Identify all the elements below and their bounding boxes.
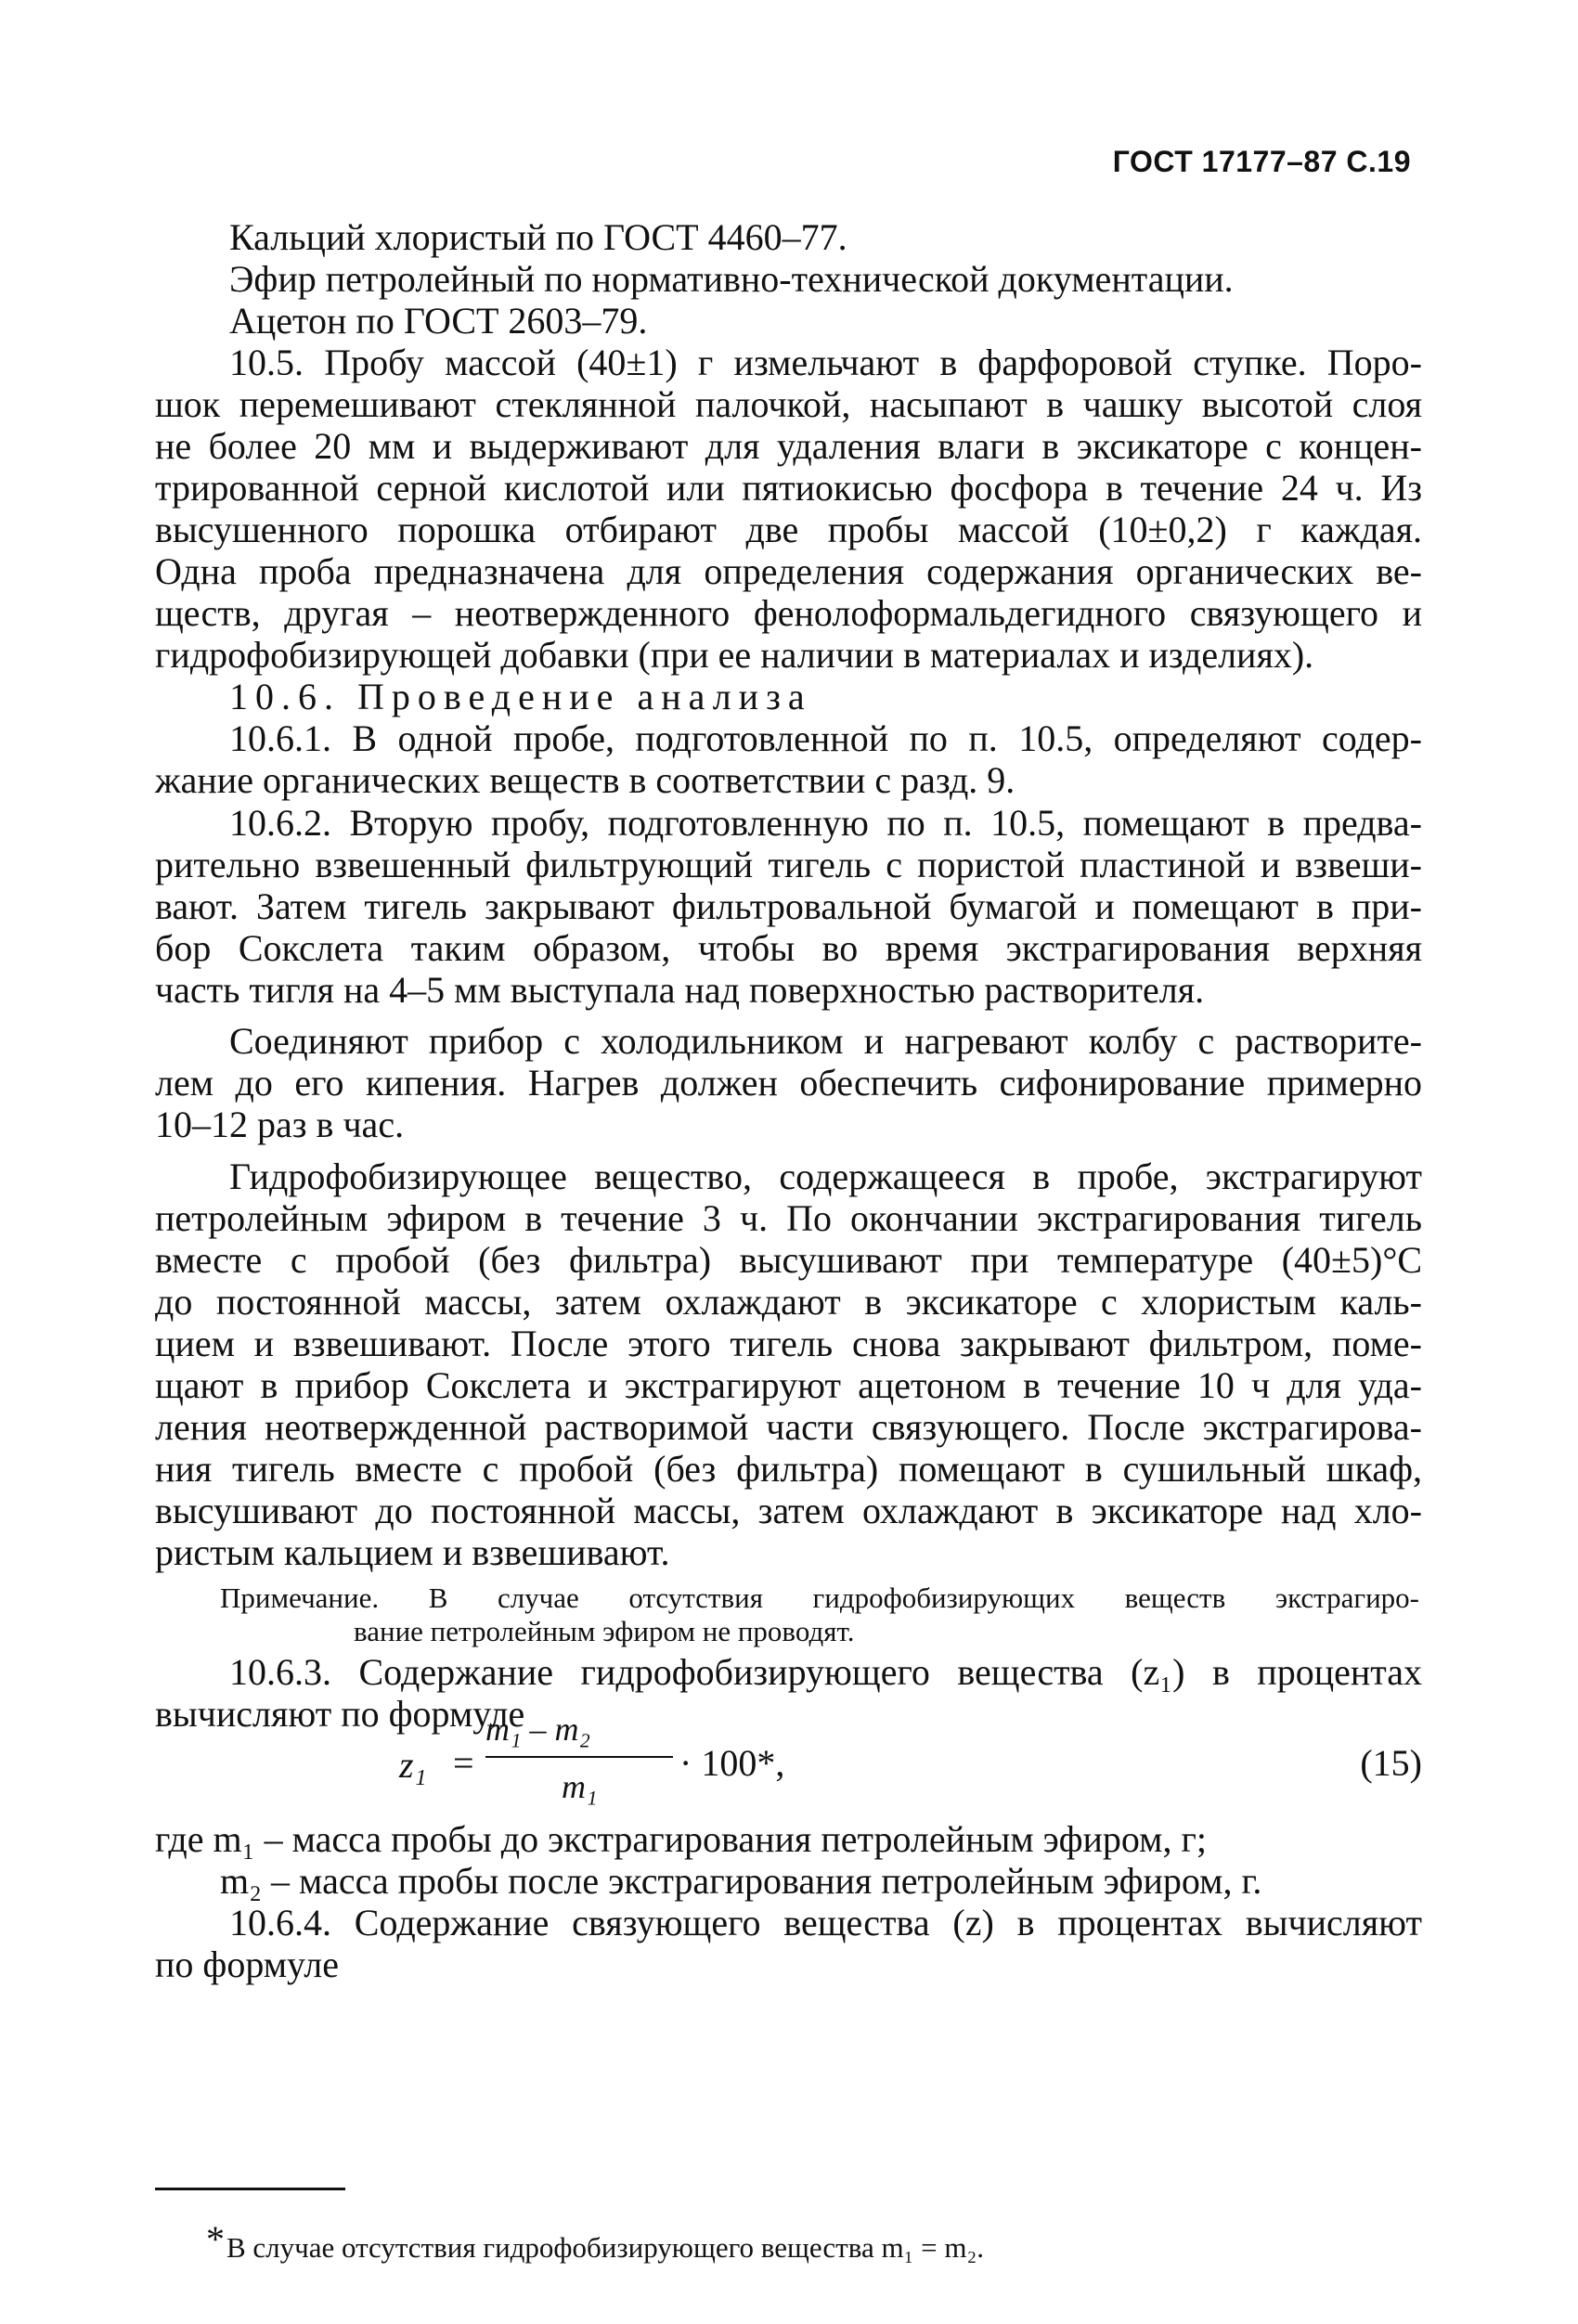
text-line: вычисляют по формуле: [155, 1693, 525, 1735]
section-heading: 10.6. Проведение анализа: [229, 676, 812, 717]
text-line: Соединяют прибор с холодильником и нагревают колбу с растворите-: [229, 1020, 1422, 1062]
text-line: по формуле: [155, 1943, 339, 1985]
footnote: [206, 2218, 985, 2266]
text-line: шок перемешивают стеклянной палочкой, насыпают в чашку высотой слоя: [155, 383, 1422, 425]
text-line: 10.6.3. Содержание гидрофобизирующего вещества (z₁) в процентах: [229, 1651, 1422, 1693]
text-line: Эфир петролейный по нормативно-технической документации.: [229, 258, 1234, 300]
formula-multiplier: · 100*,: [679, 1742, 785, 1784]
text-line: Кальций хлористый по ГОСТ 4460–77.: [229, 216, 847, 258]
text-line: бор Сокслета таким образом, чтобы во время экстрагирования верхняя: [155, 927, 1422, 969]
text-line: 10.6.2. Вторую пробу, подготовленную по п. 10.5, помещают в предва-: [229, 802, 1422, 844]
text-line: Гидрофобизирующее вещество, содержащееся в пробе, экстрагируют: [229, 1156, 1422, 1197]
text-line: где m₁ – масса пробы до экстрагирования петролейным эфиром, г;: [155, 1818, 1207, 1860]
text-line: Ацетон по ГОСТ 2603–79.: [229, 300, 648, 342]
text-line: петролейным эфиром в течение 3 ч. По окончании экстрагирования тигель: [155, 1197, 1422, 1239]
page-header: ГОСТ 17177–87 С.19: [1112, 145, 1411, 178]
text-line: ристым кальцием и взвешивают.: [155, 1531, 670, 1573]
text-line: Одна проба предназначена для определения содержания органических ве-: [155, 550, 1422, 592]
text-line: вместе с пробой (без фильтра) высушивают при температуре (40±5)°С: [155, 1239, 1422, 1281]
footnote-marker: *: [206, 2218, 225, 2260]
fraction-bar: [485, 1756, 673, 1758]
equation-number: (15): [1360, 1742, 1422, 1784]
text-line: часть тигля на 4–5 мм выступала над поверхностью растворителя.: [155, 969, 1205, 1011]
text-line: ления неотвержденной растворимой части связующего. После экстрагирова-: [155, 1406, 1422, 1448]
note-text: вание петролейным эфиром не проводят.: [354, 1615, 855, 1647]
text-line: до постоянной массы, затем охлаждают в эксикаторе с хлористым каль-: [155, 1281, 1422, 1323]
text-line: 10.5. Пробу массой (40±1) г измельчают в фарфоровой ступке. Поро-: [229, 342, 1422, 383]
text-line: жание органических веществ в соответствии с разд. 9.: [155, 759, 1015, 801]
text-line: лем до его кипения. Нагрев должен обеспечить сифонирование примерно: [155, 1062, 1422, 1104]
text-line: m₂ – масса пробы после экстрагирования петролейным эфиром, г.: [220, 1860, 1262, 1902]
text-line: 10–12 раз в час.: [155, 1104, 405, 1145]
formula-lhs: z₁: [399, 1744, 427, 1786]
note-text: Примечание. В случае отсутствия гидрофобизирующих веществ экстрагиро-: [220, 1582, 1419, 1614]
text-line: 10.6.1. В одной пробе, подготовленной по п. 10.5, определяют содер-: [229, 717, 1422, 759]
text-line: высушивают до постоянной массы, затем охлаждают в эксикаторе над хло-: [155, 1490, 1422, 1531]
text-line: ществ, другая – неотвержденного фенолоформальдегидного связующего и: [155, 592, 1422, 634]
formula-equals: =: [453, 1742, 474, 1784]
text-line: 10.6.4. Содержание связующего вещества (z) в процентах вычисляют: [229, 1902, 1422, 1943]
text-line: гидрофобизирующей добавки (при ее наличии в материалах и изделиях).: [155, 634, 1314, 676]
formula-denominator: m₁: [562, 1768, 598, 1805]
formula-numerator: m₁ – m₂: [485, 1711, 591, 1748]
text-line: рительно взвешенный фильтрующий тигель с пористой пластиной и взвеши-: [155, 844, 1422, 885]
text-line: вают. Затем тигель закрывают фильтровальной бумагой и помещают в при-: [155, 885, 1422, 927]
footnote-text: В случае отсутствия гидрофобизирующего вещества m₁ = m₂.: [226, 2231, 985, 2264]
text-line: трированной серной кислотой или пятиокисью фосфора в течение 24 ч. Из: [155, 467, 1422, 509]
text-line: щают в прибор Сокслета и экстрагируют ацетоном в течение 10 ч для уда-: [155, 1364, 1422, 1406]
text-line: высушенного порошка отбирают две пробы массой (10±0,2) г каждая.: [155, 509, 1422, 550]
text-line: не более 20 мм и выдерживают для удаления влаги в эксикаторе с концен-: [155, 425, 1422, 467]
text-line: цием и взвешивают. После этого тигель снова закрывают фильтром, поме-: [155, 1323, 1422, 1364]
text-line: ния тигель вместе с пробой (без фильтра) помещают в сушильный шкаф,: [155, 1448, 1422, 1490]
footnote-rule: [155, 2188, 345, 2190]
